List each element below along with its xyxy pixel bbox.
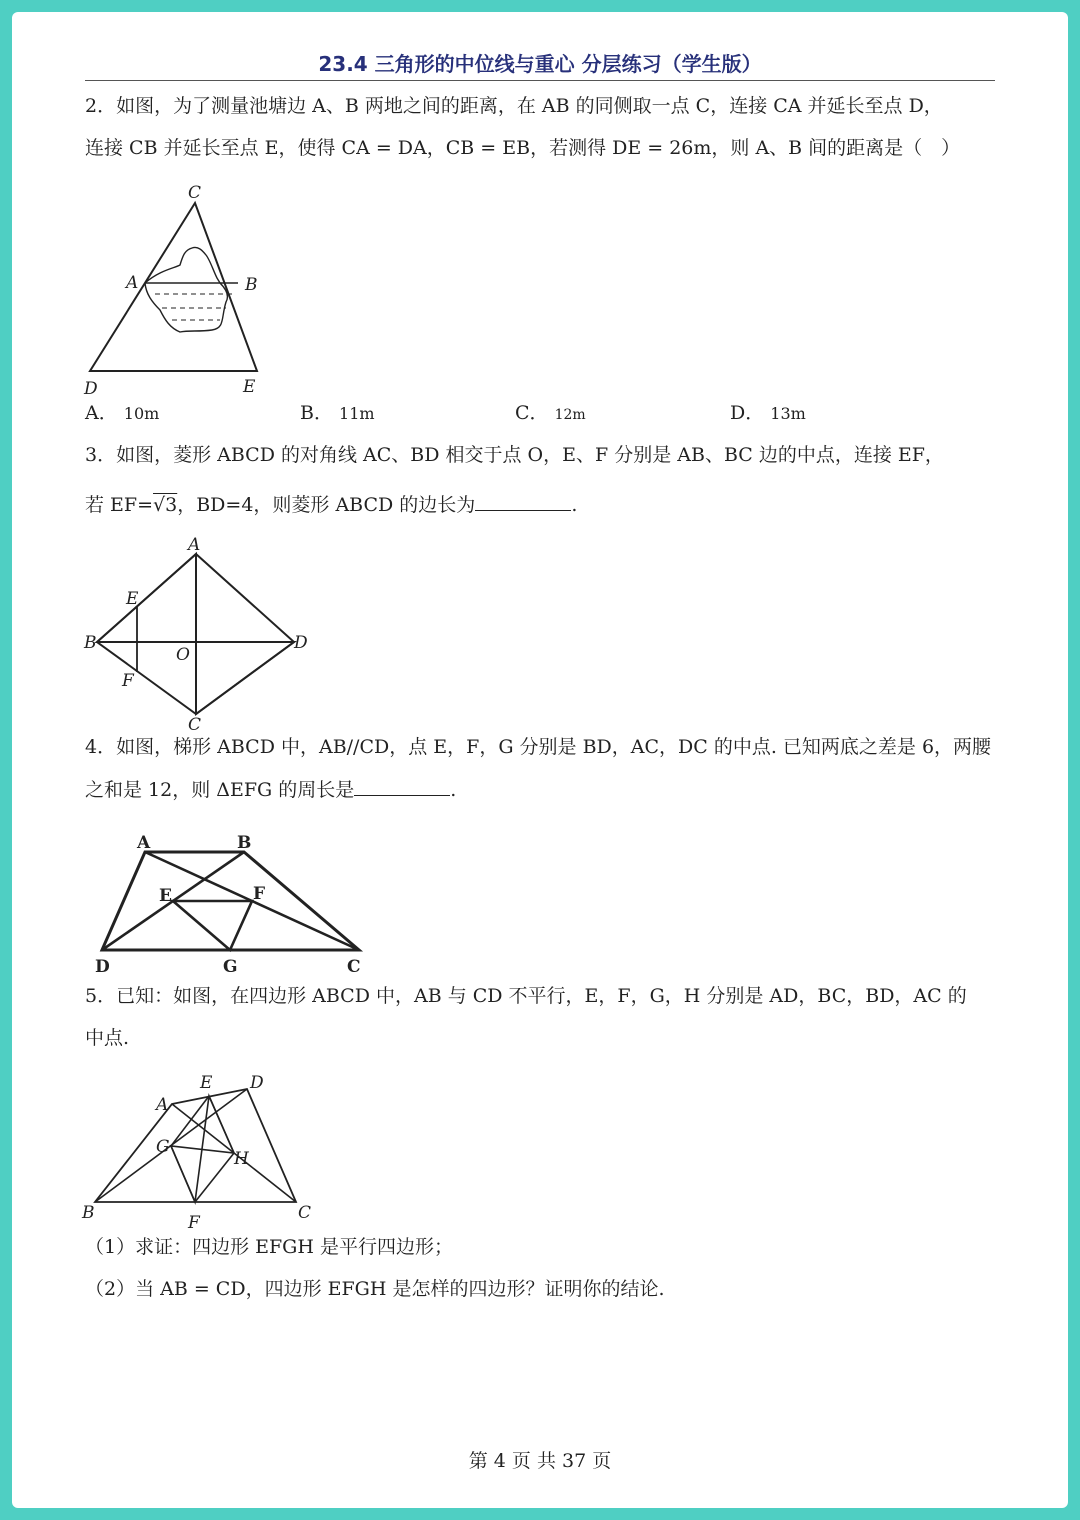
- q4-label-E: E: [159, 886, 172, 906]
- q3-label-B: B: [84, 633, 97, 653]
- q5-quadrilateral-figure: [80, 1062, 340, 1232]
- q4-label-A: A: [137, 833, 151, 853]
- q4-text-line2: [85, 777, 456, 802]
- q4-answer-blank[interactable]: [354, 777, 450, 796]
- q2-option-c-value: 12m: [554, 407, 586, 423]
- q5-label-A: A: [156, 1095, 169, 1115]
- q5-part1: （1）求证：四边形 EFGH 是平行四边形；: [85, 1236, 453, 1258]
- q5-label-G: G: [156, 1137, 170, 1157]
- q3-label-E: E: [126, 589, 139, 609]
- q2-option-a-letter: A．: [85, 402, 118, 424]
- q4-line2-text: 之和是 12，则 ΔEFG 的周长是: [85, 779, 355, 801]
- q3-line2-end: .: [571, 494, 578, 516]
- q2-option-c-letter: C．: [515, 402, 549, 424]
- q2-text-line1: 2．如图，为了测量池塘边 A、B 两地之间的距离，在 AB 的同侧取一点 C，连接 CA 并延长至点 D，: [85, 95, 943, 117]
- q3-line2-suffix: ，BD=4，则菱形 ABCD 的边长为: [177, 494, 476, 516]
- q5-label-E: E: [200, 1073, 213, 1093]
- title-divider: [85, 80, 995, 81]
- q4-line2-end: .: [450, 779, 457, 801]
- q2-pond-triangle-figure: [80, 170, 280, 400]
- q5-text-line2: 中点.: [85, 1027, 130, 1049]
- q3-label-C: C: [188, 715, 202, 735]
- q4-text-line1: 4．如图，梯形 ABCD 中，AB//CD，点 E，F，G 分别是 BD，AC，DC 的中点. 已知两底之差是 6，两腰: [85, 736, 992, 758]
- q2-text-line2: 连接 CB 并延长至点 E，使得 CA = DA，CB = EB，若测得 DE = 26m，则 A、B 间的距离是（ ）: [85, 137, 961, 159]
- q2-option-d-value: 13m: [770, 404, 806, 423]
- q3-answer-blank[interactable]: [475, 492, 571, 511]
- q2-option-d-letter: D．: [730, 402, 765, 424]
- q5-label-D: D: [250, 1073, 264, 1093]
- q5-label-B: B: [82, 1203, 95, 1223]
- q2-option-d: [730, 401, 806, 426]
- q2-label-C: C: [188, 183, 202, 203]
- q3-label-O: O: [176, 645, 190, 665]
- q5-label-H: H: [234, 1149, 249, 1169]
- q5-text-line1: 5．已知：如图，在四边形 ABCD 中，AB 与 CD 不平行，E，F，G，H 分别是 AD，BC，BD，AC 的: [85, 985, 967, 1007]
- q3-label-F: F: [122, 671, 134, 691]
- page-title: 23.4 三角形的中位线与重心 分层练习（学生版）: [318, 52, 762, 76]
- q5-part2: （2）当 AB = CD，四边形 EFGH 是怎样的四边形？证明你的结论.: [85, 1278, 665, 1300]
- q2-option-b-letter: B．: [300, 402, 333, 424]
- q2-option-b: [300, 401, 375, 426]
- q2-label-B: B: [245, 275, 258, 295]
- q2-label-D: D: [84, 379, 98, 399]
- q3-text-line1: 3．如图，菱形 ABCD 的对角线 AC、BD 相交于点 O，E、F 分别是 AB、BC 边的中点，连接 EF，: [85, 444, 944, 466]
- q4-label-C: C: [347, 957, 361, 977]
- q3-label-D: D: [294, 633, 308, 653]
- q2-option-a: [85, 401, 159, 426]
- q4-label-G: G: [223, 957, 238, 977]
- q3-text-line2: [85, 492, 577, 517]
- q3-sqrt3: √3: [153, 494, 178, 516]
- q3-line2-prefix: 若 EF=: [85, 494, 154, 516]
- document-page: [12, 12, 1068, 1508]
- q4-trapezoid-figure: [87, 820, 387, 975]
- q4-label-D: D: [95, 957, 110, 977]
- q5-label-C: C: [298, 1203, 312, 1223]
- page-number-footer: 第 4 页 共 37 页: [468, 1450, 612, 1472]
- q2-option-a-value: 10m: [123, 404, 160, 423]
- q2-option-b-value: 11m: [339, 404, 375, 423]
- q4-label-B: B: [237, 833, 252, 853]
- q3-rhombus-figure: [82, 534, 322, 735]
- q3-label-A: A: [188, 535, 201, 555]
- q5-label-F: F: [188, 1213, 200, 1233]
- q2-label-A: A: [126, 273, 139, 293]
- q4-label-F: F: [253, 884, 266, 904]
- q2-option-c: [515, 401, 586, 427]
- q2-label-E: E: [243, 377, 256, 397]
